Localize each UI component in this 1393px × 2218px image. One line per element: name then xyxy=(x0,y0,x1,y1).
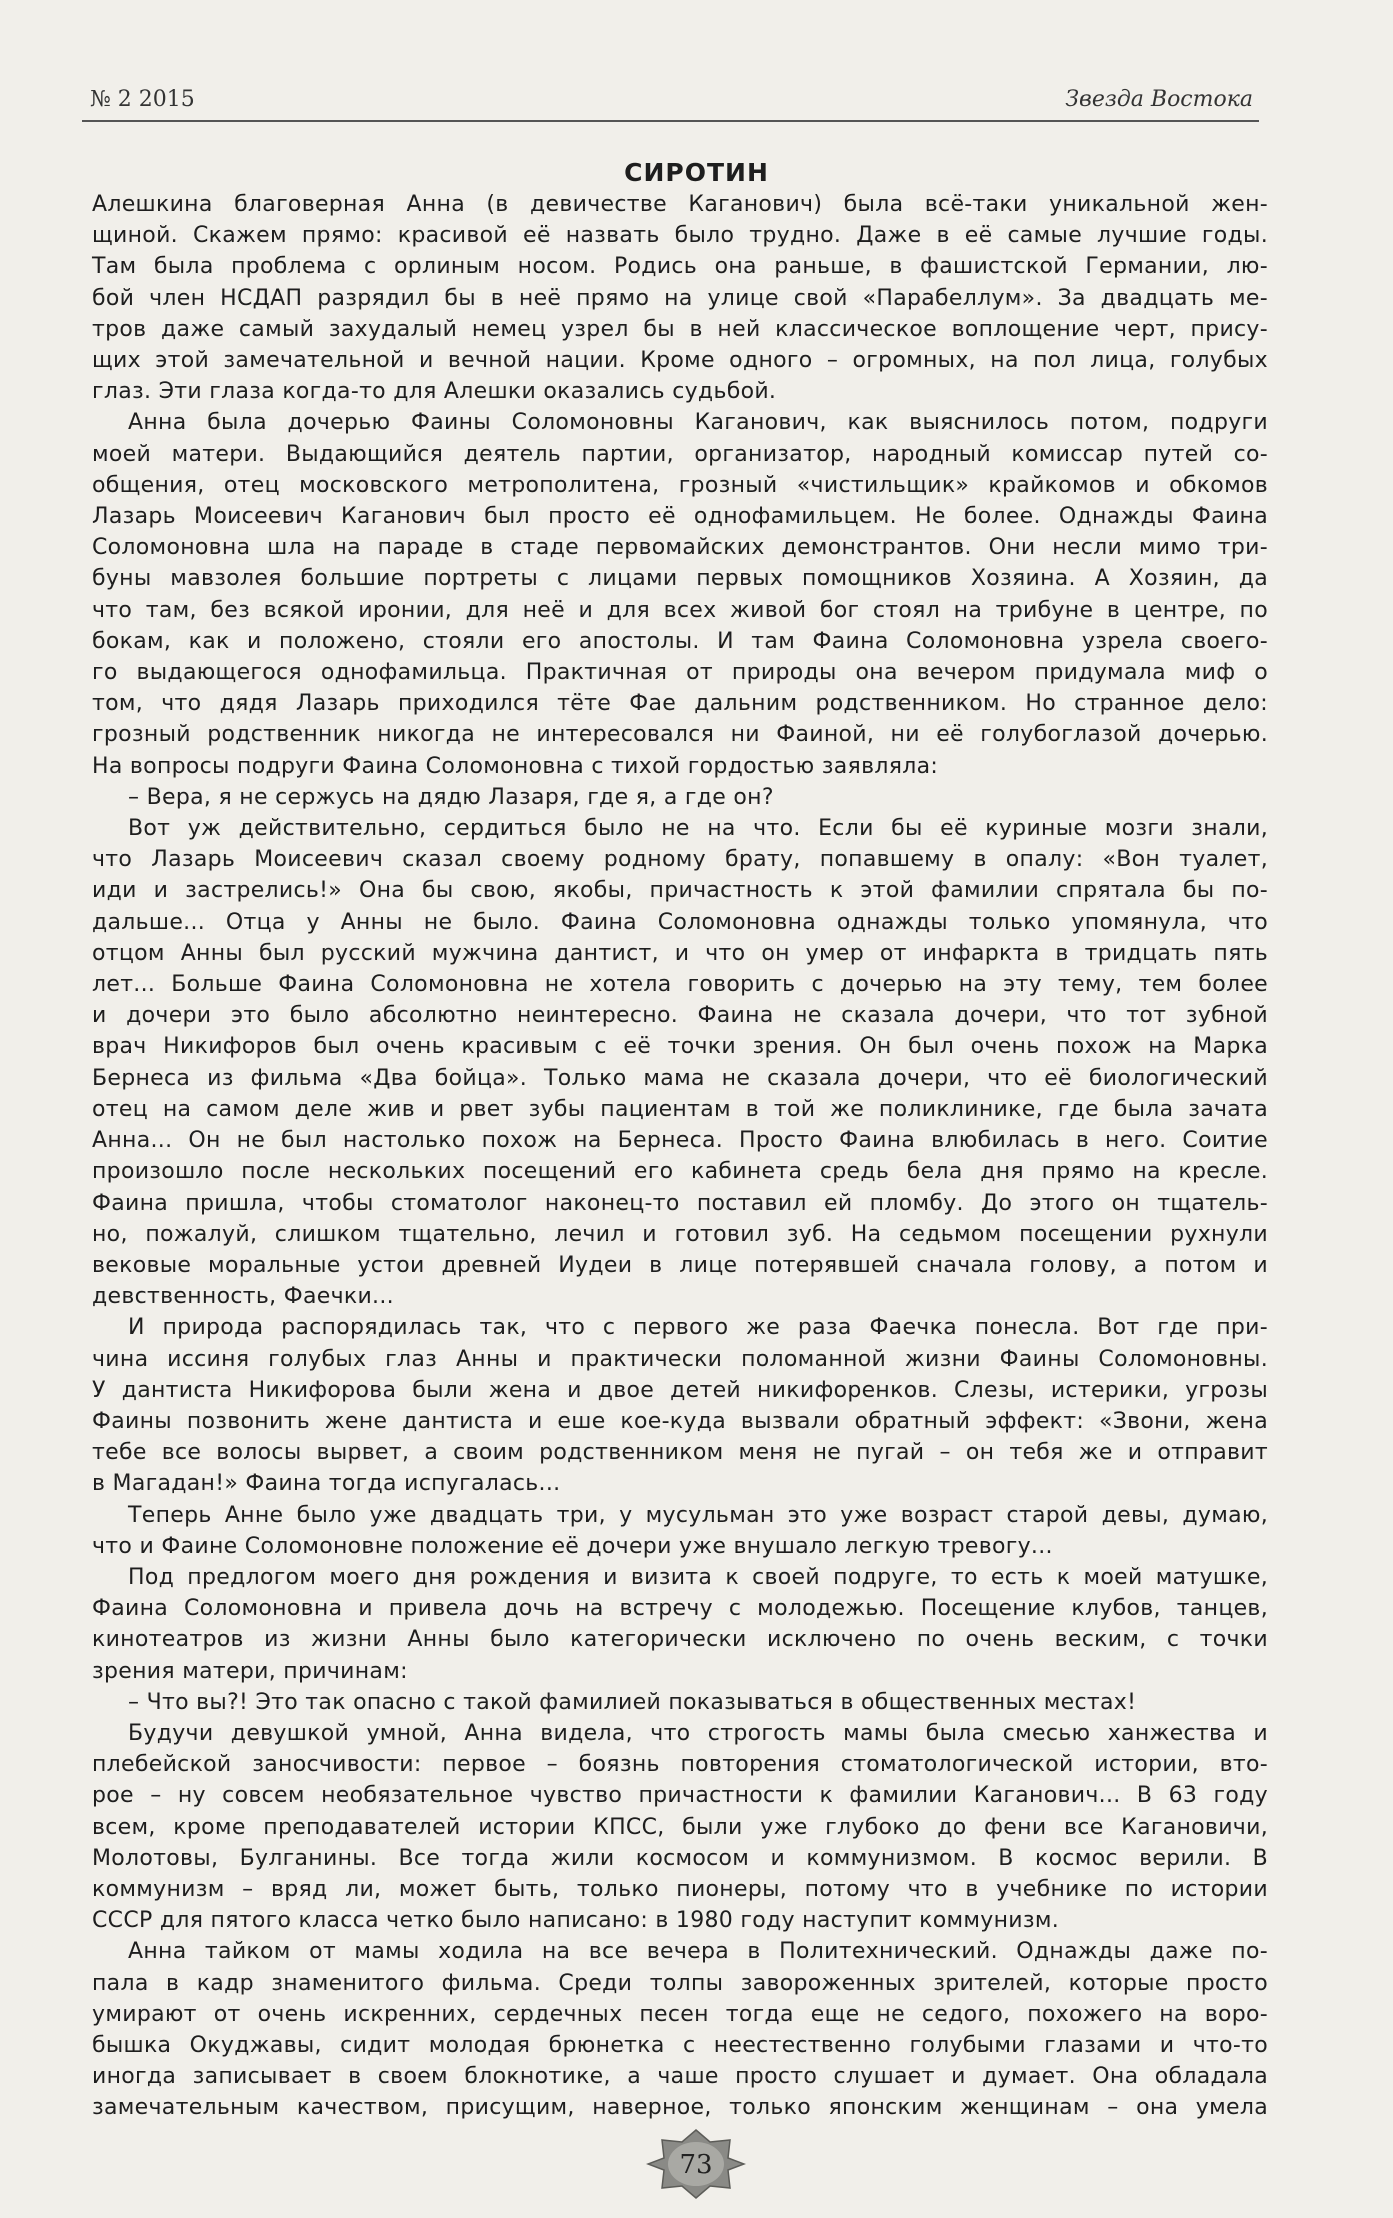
text-line: Там была проблема с орлиным носом. Родись она раньше, в фашистской Германии, лю- xyxy=(92,254,1268,280)
text-line: Фаина пришла, чтобы стоматолог наконец-то поставил ей пломбу. До этого он тщатель- xyxy=(92,1190,1268,1216)
text-line: Фаины позвонить жене дантиста и еше кое-куда вызвали обратный эффект: «Звони, жена xyxy=(92,1408,1268,1434)
text-line: Молотовы, Булганины. Все тогда жили космосом и коммунизмом. В космос верили. В xyxy=(92,1845,1268,1871)
text-line: отцом Анны был русский мужчина дантист, и что он умер от инфаркта в тридцать пять xyxy=(92,940,1268,966)
text-line: замечательным качеством, присущим, наверное, только японским женщинам – она умела xyxy=(92,2095,1268,2121)
text-line: Будучи девушкой умной, Анна видела, что строгость мамы была смесью ханжества и xyxy=(128,1720,1268,1746)
text-line: глаз. Эти глаза когда-то для Алешки оказались судьбой. xyxy=(92,379,777,405)
text-line: И природа распорядилась так, что с первого же раза Фаечка понесла. Вот где при- xyxy=(128,1315,1268,1341)
text-line: иди и застрелись!» Она бы свою, якобы, причастность к этой фамилии спрятала бы по- xyxy=(92,878,1268,904)
text-line: иногда записывает в своем блокнотике, а чаше просто слушает и думает. Она обладала xyxy=(92,2064,1268,2090)
text-line: На вопросы подруги Фаина Соломоновна с тихой гордостью заявляла: xyxy=(92,753,939,779)
text-line: отец на самом деле жив и рвет зубы пациентам в той же поликлинике, где была зачата xyxy=(92,1096,1268,1122)
text-line: Анна тайком от мамы ходила на все вечера в Политехнический. Однажды даже по- xyxy=(128,1939,1268,1965)
text-line: Алешкина благоверная Анна (в девичестве Каганович) была всё-таки уникальной жен- xyxy=(92,192,1268,217)
text-line: бокам, как и положено, стояли его апостолы. И там Фаина Соломоновна узрела своего- xyxy=(92,628,1268,654)
text-line: го выдающегося однофамильца. Практичная от природы она вечером придумала миф о xyxy=(92,660,1268,686)
text-line: что там, без всякой иронии, для неё и для всех живой бог стоял на трибуне в центре, по xyxy=(92,597,1268,623)
text-line: что и Фаине Соломоновне положение её дочери уже внушало легкую тревогу... xyxy=(92,1533,1053,1559)
text-line: моей матери. Выдающийся деятель партии, организатор, народный комиссар путей со- xyxy=(92,441,1268,467)
text-line: плебейской заносчивости: первое – боязнь повторения стоматологической истории, вто- xyxy=(92,1752,1268,1778)
text-line: бой член НСДАП разрядил бы в неё прямо на улице свой «Парабеллум». За двадцать ме- xyxy=(92,285,1268,311)
text-line: буны мавзолея большие портреты с лицами первых помощников Хозяина. А Хозяин, да xyxy=(92,566,1268,592)
text-line: что Лазарь Моисеевич сказал своему родному брату, попавшему в опалу: «Вон туалет, xyxy=(92,847,1268,873)
text-line: зрения матери, причинам: xyxy=(92,1658,408,1684)
text-line: лет... Больше Фаина Соломоновна не хотела говорить с дочерью на эту тему, тем более xyxy=(92,972,1268,998)
text-line: грозный родственник никогда не интересовался ни Фаиной, ни её голубоглазой дочерью. xyxy=(92,722,1268,748)
text-line: коммунизм – вряд ли, может быть, только пионеры, потому что в учебнике по истории xyxy=(92,1876,1268,1902)
text-line: Теперь Анне было уже двадцать три, у мусульман это уже возраст старой девы, думаю, xyxy=(128,1502,1268,1528)
text-line: СССР для пятого класса четко было написано: в 1980 году наступит коммунизм. xyxy=(92,1908,1060,1934)
text-line: Соломоновна шла на параде в стаде первомайских демонстрантов. Они несли мимо три- xyxy=(92,535,1268,561)
text-line: умирают от очень искренних, сердечных песен тогда еще не седого, похожего на воро- xyxy=(92,2001,1268,2027)
text-line: и дочери это было абсолютно неинтересно. Фаина не сказала дочери, что тот зубной xyxy=(92,1003,1268,1029)
text-line: Бернеса из фильма «Два бойца». Только мама не сказала дочери, что её биологический xyxy=(92,1065,1268,1091)
page-number: 73 xyxy=(679,2150,713,2180)
text-line: рое – ну совсем необязательное чувство причастности к фамилии Каганович... В 63 году xyxy=(92,1783,1268,1809)
text-line: Фаина Соломоновна и привела дочь на встречу с молодежью. Посещение клубов, танцев, xyxy=(92,1596,1268,1622)
text-line: общения, отец московского метрополитена, грозный «чистильщик» крайкомов и обкомов xyxy=(92,472,1268,498)
text-line: Анна... Он не был настолько похож на Бернеса. Просто Фаина влюбилась в него. Соитие xyxy=(92,1128,1268,1154)
text-line: – Что вы?! Это так опасно с такой фамилией показываться в общественных местах! xyxy=(128,1689,1137,1715)
text-line: чина иссиня голубых глаз Анны и практически поломанной жизни Фаины Соломоновны. xyxy=(92,1346,1268,1372)
text-line: щиной. Скажем прямо: красивой её назвать было трудно. Даже в её самые лучшие годы. xyxy=(92,223,1268,249)
text-line: тров даже самый захудалый немец узрел бы в ней классическое воплощение черт, прису- xyxy=(92,316,1268,342)
text-line: Вот уж действительно, сердиться было не на что. Если бы её куриные мозги знали, xyxy=(128,816,1268,842)
text-line: Анна была дочерью Фаины Соломоновны Каганович, как выяснилось потом, подруги xyxy=(128,410,1268,436)
text-line: дальше... Отца у Анны не было. Фаина Соломоновна однажды только упомянула, что xyxy=(92,909,1268,935)
text-line: девственность, Фаечки... xyxy=(92,1284,394,1310)
journal-name: Звезда Востока xyxy=(1065,87,1253,112)
text-line: бышка Окуджавы, сидит молодая брюнетка с неестественно голубыми глазами и что-то xyxy=(92,2032,1268,2058)
text-line: вековые моральные устои древней Иудеи в лице потерявшей сначала голову, а потом и xyxy=(92,1252,1268,1278)
text-line: том, что дядя Лазарь приходился тёте Фае дальним родственником. Но странное дело: xyxy=(92,691,1268,717)
page-number-badge xyxy=(646,2128,746,2200)
text-line: Лазарь Моисеевич Каганович был просто её однофамильцем. Не более. Однажды Фаина xyxy=(92,504,1268,530)
article-text xyxy=(92,189,1268,2124)
issue-number: № 2 2015 xyxy=(90,87,195,112)
text-line: У дантиста Никифорова были жена и двое детей никифоренков. Слезы, истерики, угрозы xyxy=(92,1377,1268,1403)
text-line: но, пожалуй, слишком тщательно, лечил и готовил зуб. На седьмом посещении рухнули xyxy=(92,1221,1268,1247)
text-line: кинотеатров из жизни Анны было категорически исключено по очень веским, с точки xyxy=(92,1627,1268,1653)
text-line: пала в кадр знаменитого фильма. Среди толпы завороженных зрителей, которые просто xyxy=(92,1970,1268,1996)
text-line: в Магадан!» Фаина тогда испугалась... xyxy=(92,1471,561,1497)
text-line: врач Никифоров был очень красивым с её точки зрения. Он был очень похож на Марка xyxy=(92,1034,1268,1060)
running-header xyxy=(82,80,1259,122)
section-title: СИРОТИН xyxy=(624,158,769,187)
text-line: Под предлогом моего дня рождения и визита к своей подруге, то есть к моей матушке, xyxy=(128,1564,1268,1590)
text-line: – Вера, я не сержусь на дядю Лазаря, где я, а где он? xyxy=(128,784,774,810)
text-line: тебе все волосы вырвет, а своим родственником меня не пугай – он тебя же и отправит xyxy=(92,1440,1268,1466)
text-line: всем, кроме преподавателей истории КПСС, были уже глубоко до фени все Кагановичи, xyxy=(92,1814,1268,1840)
text-line: щих этой замечательной и вечной нации. Кроме одного – огромных, на пол лица, голубых xyxy=(92,348,1268,374)
text-line: произошло после нескольких посещений его кабинета средь бела дня прямо на кресле. xyxy=(92,1159,1268,1185)
